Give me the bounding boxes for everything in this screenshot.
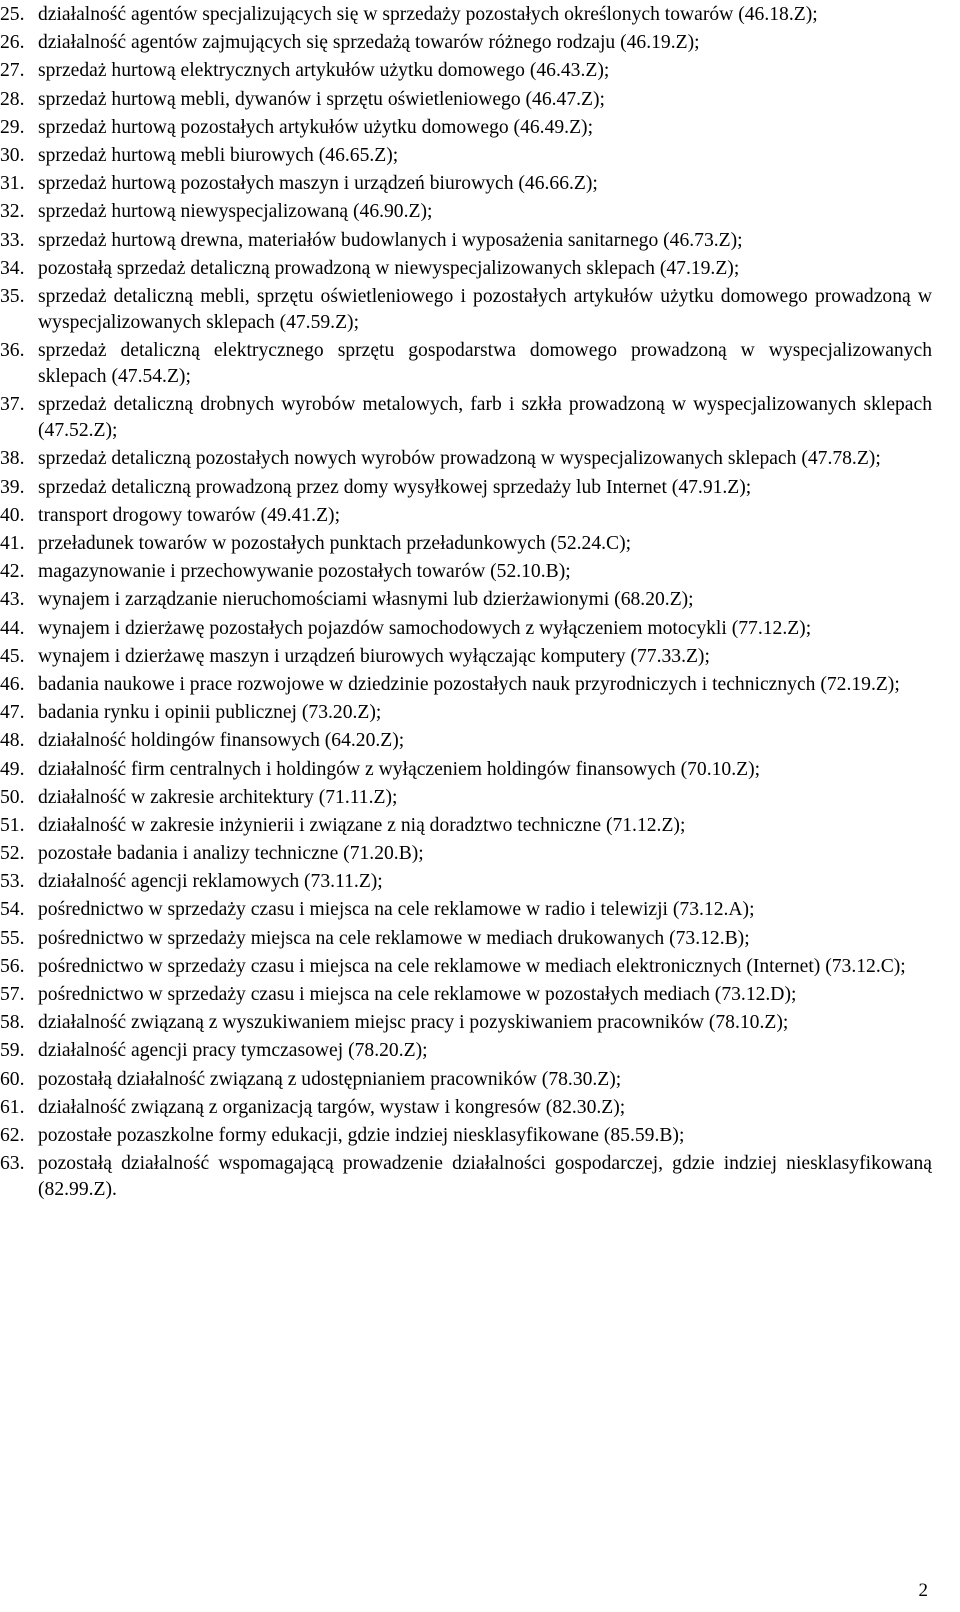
list-item-number: 38.: [0, 448, 25, 470]
list-item: [0, 503, 932, 529]
list-item-number: 47.: [0, 702, 25, 724]
list-item-number: 58.: [0, 1012, 25, 1034]
list-item-text: pośrednictwo w sprzedaży miejsca na cele reklamowe w mediach drukowanych (73.12.B);: [38, 927, 750, 949]
list-item-text: sprzedaż detaliczną elektrycznego sprzętu gospodarstwa domowego prowadzoną w wyspecjalizowanych sklepach (47.54.Z);: [38, 340, 932, 388]
list-item: [0, 446, 932, 472]
list-item: [0, 1123, 932, 1149]
list-item-number: 62.: [0, 1124, 25, 1146]
list-item: [0, 143, 932, 169]
list-item-text: działalność firm centralnych i holdingów z wyłączeniem holdingów finansowych (70.10.Z);: [38, 758, 761, 780]
list-item-number: 42.: [0, 561, 25, 583]
list-item: [0, 199, 932, 225]
list-item-text: sprzedaż detaliczną drobnych wyrobów metalowych, farb i szkła prowadzoną w wyspecjalizowanych sklepach (47.52.Z);: [38, 394, 932, 442]
list-item: [0, 728, 932, 754]
list-item: [0, 954, 932, 980]
list-item-text: działalność agentów zajmujących się sprzedażą towarów różnego rodzaju (46.19.Z);: [38, 32, 700, 54]
list-item-text: wynajem i dzierżawę pozostałych pojazdów samochodowych z wyłączeniem motocykli (77.12.Z);: [38, 617, 812, 639]
list-item-number: 27.: [0, 60, 25, 82]
list-item: [0, 392, 932, 444]
list-item-text: sprzedaż detaliczną mebli, sprzętu oświetleniowego i pozostałych artykułów użytku domowego prowadzoną w wyspecjalizowanych sklepach (47.59.Z);: [38, 285, 932, 333]
list-item-text: sprzedaż hurtową pozostałych artykułów użytku domowego (46.49.Z);: [38, 116, 594, 138]
list-item-number: 39.: [0, 476, 25, 498]
list-item-number: 29.: [0, 116, 25, 138]
list-item-text: pozostałe pozaszkolne formy edukacji, gdzie indziej niesklasyfikowane (85.59.B);: [38, 1124, 685, 1146]
list-item: [0, 87, 932, 113]
list-item-text: działalność agentów specjalizujących się w sprzedaży pozostałych określonych towarów (46.18.Z);: [38, 4, 818, 25]
list-item-number: 51.: [0, 814, 25, 836]
list-item-text: działalność holdingów finansowych (64.20.Z);: [38, 730, 405, 752]
list-item: [0, 1038, 932, 1064]
list-item-text: działalność agencji pracy tymczasowej (78.20.Z);: [38, 1040, 428, 1062]
list-item-number: 46.: [0, 673, 25, 695]
list-item-number: 40.: [0, 504, 25, 526]
list-item: [0, 30, 932, 56]
list-item: [0, 58, 932, 84]
list-item-text: pośrednictwo w sprzedaży czasu i miejsca na cele reklamowe w pozostałych mediach (73.12.D);: [38, 984, 797, 1005]
list-item-number: 37.: [0, 394, 25, 416]
list-item-text: sprzedaż hurtową drewna, materiałów budowlanych i wyposażenia sanitarnego (46.73.Z);: [38, 229, 743, 251]
list-item: [0, 559, 932, 585]
list-item-text: wynajem i zarządzanie nieruchomościami własnymi lub dzierżawionymi (68.20.Z);: [38, 589, 694, 611]
list-item-number: 35.: [0, 285, 25, 307]
list-item-number: 44.: [0, 617, 25, 639]
list-item-text: wynajem i dzierżawę maszyn i urządzeń biurowych wyłączając komputery (77.33.Z);: [38, 645, 710, 667]
list-item-number: 36.: [0, 340, 25, 362]
list-item-text: sprzedaż detaliczną prowadzoną przez domy wysyłkowej sprzedaży lub Internet (47.91.Z);: [38, 476, 752, 498]
list-item-number: 25.: [0, 4, 25, 25]
list-item: [0, 531, 932, 557]
list-item-number: 61.: [0, 1096, 25, 1118]
list-item: [0, 785, 932, 811]
list-item: [0, 115, 932, 141]
list-item-number: 28.: [0, 88, 25, 110]
list-item-text: badania naukowe i prace rozwojowe w dziedzinie pozostałych nauk przyrodniczych i technicznych (72.19.Z);: [38, 673, 900, 695]
list-item-number: 31.: [0, 173, 25, 195]
list-item-text: działalność związaną z wyszukiwaniem miejsc pracy i pozyskiwaniem pracowników (78.10.Z);: [38, 1012, 789, 1034]
list-item-number: 41.: [0, 533, 25, 554]
list-item-number: 53.: [0, 871, 25, 893]
list-item: [0, 1095, 932, 1121]
list-item-number: 30.: [0, 144, 25, 166]
list-item-text: działalność w zakresie inżynierii i związane z nią doradztwo techniczne (71.12.Z);: [38, 814, 686, 836]
list-item-number: 32.: [0, 201, 25, 223]
list-item: [0, 897, 932, 923]
list-item-text: sprzedaż hurtową mebli, dywanów i sprzętu oświetleniowego (46.47.Z);: [38, 88, 605, 110]
list-item-number: 26.: [0, 32, 25, 54]
list-item: [0, 1067, 932, 1093]
list-item-text: sprzedaż hurtową mebli biurowych (46.65.Z);: [38, 144, 399, 166]
list-item: [0, 813, 932, 839]
list-item-text: sprzedaż hurtową pozostałych maszyn i urządzeń biurowych (46.66.Z);: [38, 173, 598, 195]
list-item: [0, 757, 932, 783]
list-item-number: 54.: [0, 899, 25, 921]
list-item-text: sprzedaż hurtową niewyspecjalizowaną (46.90.Z);: [38, 201, 433, 223]
list-item: [0, 841, 932, 867]
list-item-number: 50.: [0, 786, 25, 808]
list-item-number: 33.: [0, 229, 25, 251]
list-item-number: 45.: [0, 645, 25, 667]
list-item-number: 34.: [0, 257, 25, 279]
list-item: [0, 284, 932, 336]
list-item: [0, 228, 932, 254]
list-item-number: 60.: [0, 1068, 25, 1090]
list-item-text: pozostałe badania i analizy techniczne (71.20.B);: [38, 843, 424, 865]
list-item: [0, 475, 932, 501]
list-item: [0, 587, 932, 613]
list-item-number: 52.: [0, 843, 25, 865]
list-item: [0, 700, 932, 726]
list-item-text: pośrednictwo w sprzedaży czasu i miejsca na cele reklamowe w mediach elektronicznych (Internet) (73.12.C);: [38, 955, 906, 977]
list-item-text: sprzedaż detaliczną pozostałych nowych wyrobów prowadzoną w wyspecjalizowanych sklepach (47.78.Z);: [38, 448, 881, 470]
list-item-number: 57.: [0, 984, 25, 1005]
list-item: [0, 644, 932, 670]
list-item: [0, 926, 932, 952]
list-item-text: działalność w zakresie architektury (71.11.Z);: [38, 786, 398, 808]
list-item-text: transport drogowy towarów (49.41.Z);: [38, 504, 341, 526]
list-item-text: pozostałą działalność wspomagającą prowadzenie działalności gospodarczej, gdzie indziej niesklasyfikowaną (82.99.Z).: [38, 1153, 932, 1201]
activity-list: [0, 2, 932, 1205]
list-item-text: działalność związaną z organizacją targów, wystaw i kongresów (82.30.Z);: [38, 1096, 626, 1118]
list-item-text: pozostałą sprzedaż detaliczną prowadzoną w niewyspecjalizowanych sklepach (47.19.Z);: [38, 257, 740, 279]
list-item-text: badania rynku i opinii publicznej (73.20.Z);: [38, 702, 382, 724]
list-item-text: pozostałą działalność związaną z udostępnianiem pracowników (78.30.Z);: [38, 1068, 622, 1090]
list-item: [0, 616, 932, 642]
list-item-text: przeładunek towarów w pozostałych punktach przeładunkowych (52.24.C);: [38, 533, 632, 554]
list-item: [0, 982, 932, 1008]
list-item: [0, 256, 932, 282]
list-item-text: działalność agencji reklamowych (73.11.Z);: [38, 871, 383, 893]
list-item-number: 56.: [0, 955, 25, 977]
list-item-number: 63.: [0, 1153, 25, 1175]
list-item-text: pośrednictwo w sprzedaży czasu i miejsca na cele reklamowe w radio i telewizji (73.12.A);: [38, 899, 755, 921]
list-item-text: magazynowanie i przechowywanie pozostałych towarów (52.10.B);: [38, 561, 571, 583]
list-item: [0, 338, 932, 390]
list-item: [0, 171, 932, 197]
list-item: [0, 869, 932, 895]
list-item: [0, 2, 932, 28]
list-item-number: 48.: [0, 730, 25, 752]
list-item: [0, 1010, 932, 1036]
page-number: 2: [918, 1580, 928, 1601]
list-item: [0, 1151, 932, 1203]
list-item-number: 43.: [0, 589, 25, 611]
list-item-number: 59.: [0, 1040, 25, 1062]
list-item-text: sprzedaż hurtową elektrycznych artykułów użytku domowego (46.43.Z);: [38, 60, 610, 82]
list-item-number: 49.: [0, 758, 25, 780]
list-item: [0, 672, 932, 698]
list-item-number: 55.: [0, 927, 25, 949]
